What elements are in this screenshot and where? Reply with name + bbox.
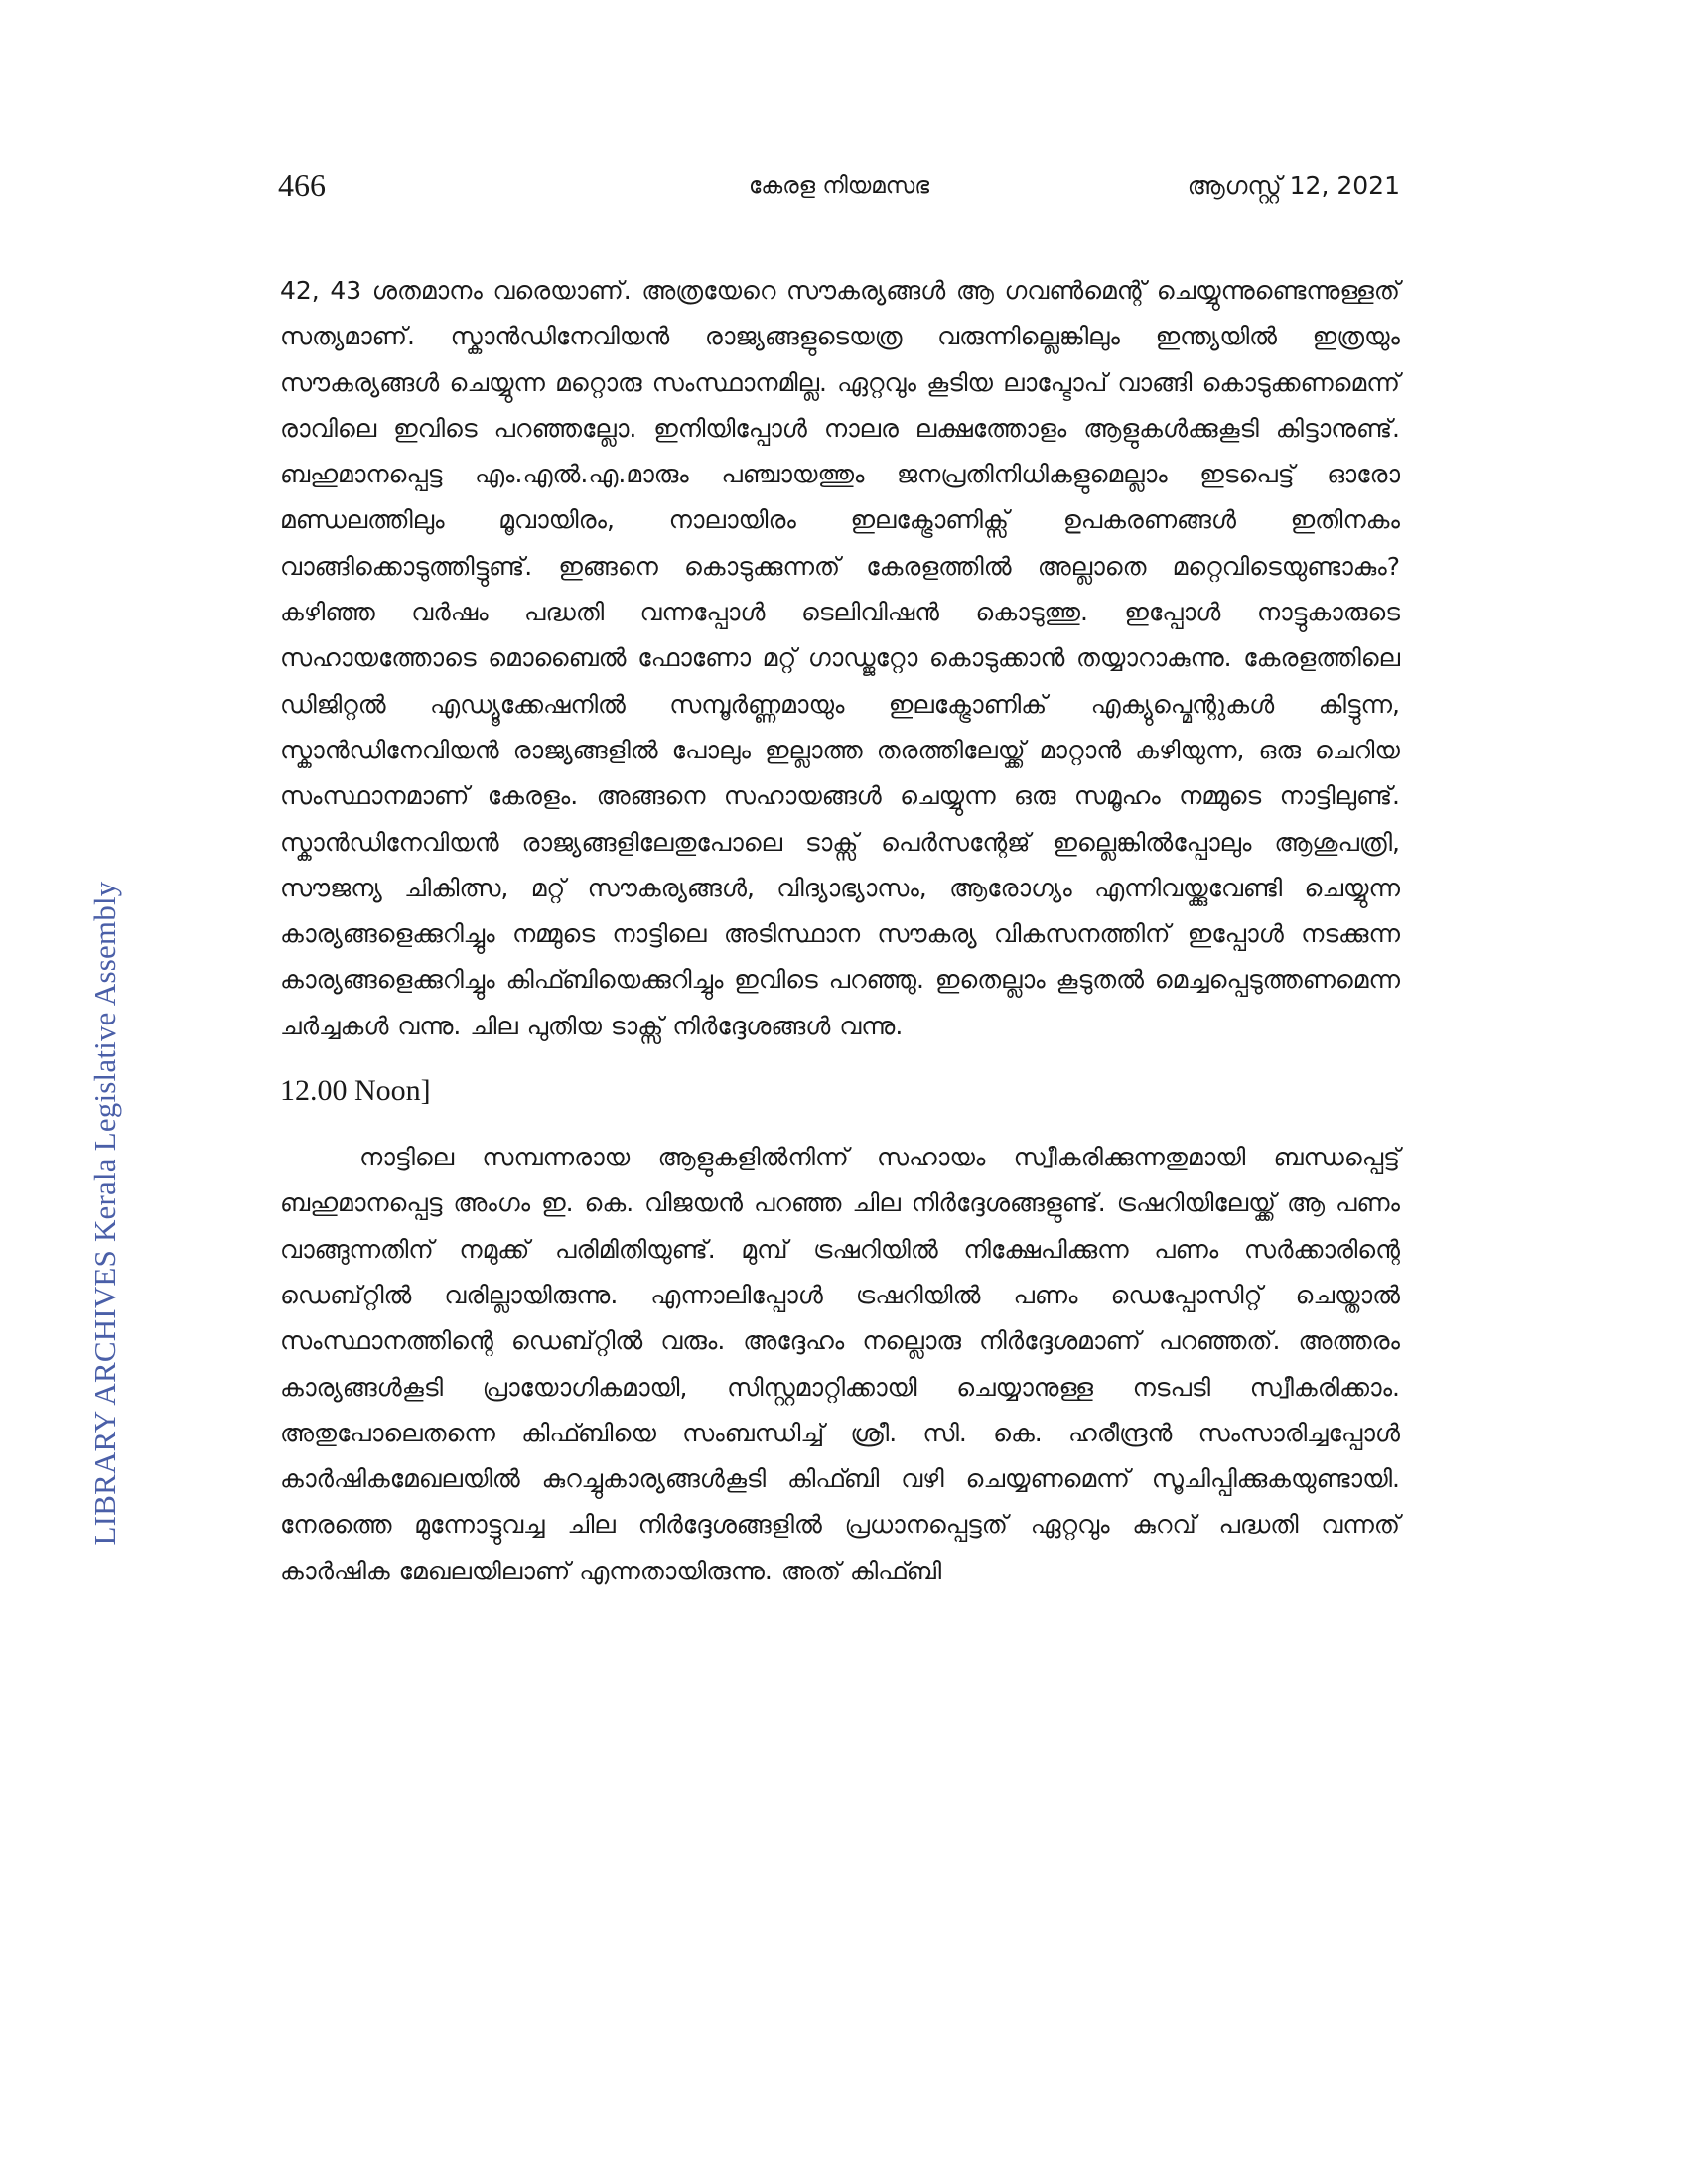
header-date: ആഗസ്റ്റ് 12, 2021 (1187, 171, 1400, 200)
paragraph: 42, 43 ശതമാനം വരെയാണ്. അത്രയേറെ സൗകര്യങ്ങൾ ആ ഗവൺമെന്റ് ചെയ്യുന്നുണ്ടെന്നുള്ളത് സത്യമാണ്. സ്കാൻഡിനേവിയൻ രാജ്യങ്ങളുടെയത്ര വരുന്നില്ലെങ്കിലും ഇന്ത്യയിൽ ഇത്രയും സൗകര്യങ്ങൾ ചെയ്യുന്ന മറ്റൊരു സംസ്ഥാനമില്ല. ഏറ്റവും കൂടിയ ലാപ്ടോപ് വാങ്ങി കൊടുക്കണമെന്ന് രാവിലെ ഇവിടെ പറഞ്ഞല്ലോ. ഇനിയിപ്പോൾ നാലര ലക്ഷത്തോളം ആളുകൾക്കുകൂടി കിട്ടാനുണ്ട്. ബഹുമാനപ്പെട്ട എം.എൽ.എ.മാരും പഞ്ചായത്തും ജനപ്രതിനിധികളുമെല്ലാം ഇടപെട്ട് ഓരോ മണ്ഡലത്തിലും മൂവായിരം, നാലായിരം ഇലക്ട്രോണിക്സ് ഉപകരണങ്ങൾ ഇതിനകം വാങ്ങിക്കൊടുത്തിട്ടുണ്ട്. ഇങ്ങനെ കൊടുക്കുന്നത് കേരളത്തിൽ അല്ലാതെ മറ്റെവിടെയുണ്ടാകും? കഴിഞ്ഞ വർഷം പദ്ധതി വന്നപ്പോൾ ടെലിവിഷൻ കൊടുത്തു. ഇപ്പോൾ നാട്ടുകാരുടെ സഹായത്തോടെ മൊബൈൽ ഫോണോ മറ്റ് ഗാഡ്ജറ്റോ കൊടുക്കാൻ തയ്യാറാകുന്നു. കേരളത്തിലെ ഡിജിറ്റൽ എഡ്യൂക്കേഷനിൽ സമ്പൂർണ്ണമായും ഇലക്ട്രോണിക് എക്യുപ്മെന്റുകൾ കിട്ടുന്ന, സ്കാൻഡിനേവിയൻ രാജ്യങ്ങളിൽ പോലും ഇല്ലാത്ത തരത്തിലേയ്ക്ക് മാറ്റാൻ കഴിയുന്ന, ഒരു ചെറിയ സംസ്ഥാനമാണ് കേരളം. അങ്ങനെ സഹായങ്ങൾ ചെയ്യുന്ന ഒരു സമൂഹം നമ്മുടെ നാട്ടിലുണ്ട്. സ്കാൻഡിനേവിയൻ രാജ്യങ്ങളിലേതുപോലെ ടാക്സ് പെർസന്റേജ് ഇല്ലെങ്കിൽപ്പോലും ആശുപത്രി, സൗജന്യ ചികിത്സ, മറ്റ് സൗകര്യങ്ങൾ, വിദ്യാഭ്യാസം, ആരോഗ്യം എന്നിവയ്ക്കുവേണ്ടി ചെയ്യുന്ന കാര്യങ്ങളെക്കുറിച്ചും നമ്മുടെ നാട്ടിലെ അടിസ്ഥാന സൗകര്യ വികസനത്തിന് ഇപ്പോൾ നടക്കുന്ന കാര്യങ്ങളെക്കുറിച്ചും കിഫ്ബിയെക്കുറിച്ചും ഇവിടെ പറഞ്ഞു. ഇതെല്ലാം കൂടുതൽ മെച്ചപ്പെടുത്തണമെന്ന ചർച്ചകൾ വന്നു. ചില പുതിയ ടാക്സ് നിർദ്ദേശങ്ങൾ വന്നു. (280, 276, 1400, 1040)
assembly-name: കേരള നിയമസഭ (748, 173, 930, 199)
time-stamp: 12.00 Noon] (280, 1074, 431, 1108)
page-header (278, 167, 1400, 214)
paragraph: നാട്ടിലെ സമ്പന്നരായ ആളുകളിൽനിന്ന് സഹായം സ്വീകരിക്കുന്നതുമായി ബന്ധപ്പെട്ട് ബഹുമാനപ്പെട്ട അംഗം ഇ. കെ. വിജയൻ പറഞ്ഞ ചില നിർദ്ദേശങ്ങളുണ്ട്. ട്രഷറിയിലേയ്ക്ക് ആ പണം വാങ്ങുന്നതിന് നമുക്ക് പരിമിതിയുണ്ട്. മുമ്പ് ട്രഷറിയിൽ നിക്ഷേപിക്കുന്ന പണം സർക്കാരിന്റെ ഡെബ്റ്റിൽ വരില്ലായിരുന്നു. എന്നാലിപ്പോൾ ട്രഷറിയിൽ പണം ഡെപ്പോസിറ്റ് ചെയ്താൽ സംസ്ഥാനത്തിന്റെ ഡെബ്റ്റിൽ വരും. അദ്ദേഹം നല്ലൊരു നിർദ്ദേശമാണ് പറഞ്ഞത്. അത്തരം കാര്യങ്ങൾകൂടി പ്രായോഗികമായി, സിസ്റ്റമാറ്റിക്കായി ചെയ്യാനുള്ള നടപടി സ്വീകരിക്കാം. അതുപോലെതന്നെ കിഫ്ബിയെ സംബന്ധിച്ച് ശ്രീ. സി. കെ. ഹരീന്ദ്രൻ സംസാരിച്ചപ്പോൾ കാർഷികമേഖലയിൽ കുറച്ചുകാര്യങ്ങൾകൂടി കിഫ്ബി വഴി ചെയ്യണമെന്ന് സൂചിപ്പിക്കുകയുണ്ടായി. നേരത്തെ മുന്നോട്ടുവച്ച ചില നിർദ്ദേശങ്ങളിൽ പ്രധാനപ്പെട്ടത് ഏറ്റവും കുറവ് പദ്ധതി വന്നത് കാർഷിക മേഖലയിലാണ് എന്നതായിരുന്നു. അത് കിഫ്ബി (280, 1143, 1400, 1585)
document-body (280, 268, 1400, 1594)
archive-watermark: LIBRARY ARCHIVES Kerala Legislative Assembly (87, 881, 122, 1546)
page-number: 466 (278, 167, 326, 203)
